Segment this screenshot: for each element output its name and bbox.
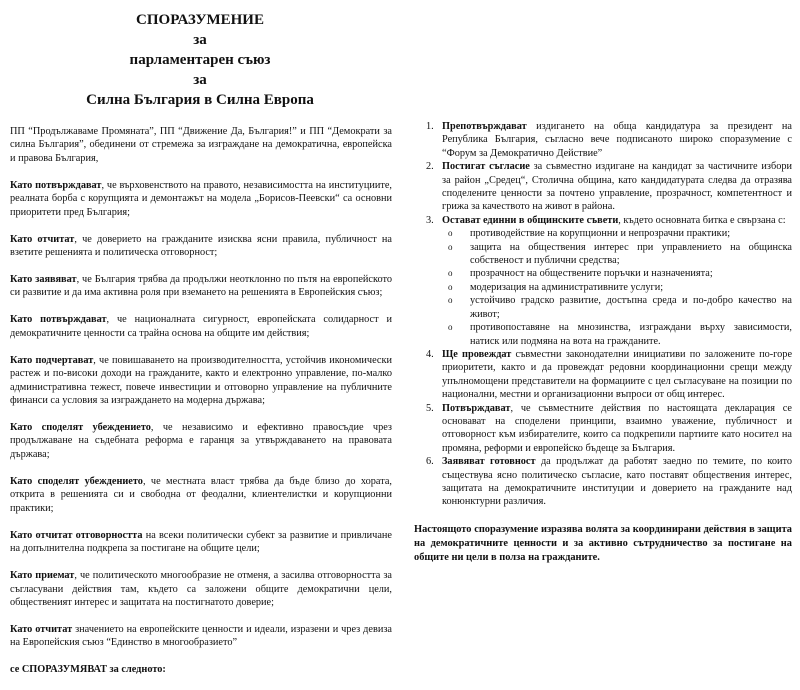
preamble-clause [10,233,392,260]
agreement-item [414,120,792,160]
agreement-item [414,402,792,456]
item-number: 5. [426,402,434,414]
item-lead: Заявяват готовност [442,456,536,468]
clause-lead: Като потвърждават [10,179,102,191]
clause-text: значението на европейските ценности и идеали, изразени и чрез девиза на Европейския съюз “Единство в многообразието” [10,623,392,649]
preamble-clause [10,569,392,609]
agreement-item [414,160,792,214]
item-text: да продължат да работят заедно по темите, по които съществува ясно политическо съгласие, като поставят обществения интерес, защитата на демократичните институции и доверието на гражданите над конюнктурни различия. [442,456,792,508]
title-line-for: за [193,32,207,48]
item-lead: Потвърждават [442,402,511,414]
preamble-clause [10,313,392,340]
item-number: 1. [426,121,434,132]
preamble-clause [10,623,392,650]
preamble-clause [10,421,392,461]
title-line-slogan: Силна България в Силна Европа [86,92,314,108]
item-text: издигането на обща кандидатура за президент на Република България, съгласно вече подписаното широко споразумение с “Форум за Демократично Действие” [442,121,792,159]
sub-item [442,281,792,294]
document-title [0,10,400,110]
item-number: 6. [426,456,434,468]
clause-lead: Като заявяват [10,274,77,286]
clause-lead: Като отчитат [10,623,73,635]
sub-item-text: модеризация на административните услуги; [470,281,664,293]
clause-text: , че България трябва да продължи неотклонно по пътя на европейското си развитие и да има активна роля при вземането на решенията в Европейския съюз; [10,274,392,299]
agreement-item [414,455,792,509]
preamble-clause [10,475,392,515]
clause-lead: Като отчитат отговорността [10,529,143,541]
item-lead: Остават единни в общинските съвети [442,214,619,226]
item-lead: Ще провеждат [442,348,512,360]
sub-item [442,241,792,268]
item-text: съвместни законодателни инициативи по заложените по-горе приоритети, както и да провеждат редовни координационни срещи между упълномощени представители на формациите с цел съгласуване на позиции по национални, местни и организационни въпроси от общ интерес. [442,348,793,401]
item-lead: Постигат съгласие [442,161,530,173]
circle-bullet-icon: o [448,268,453,279]
clause-text: , че върховенството на правото, независимостта на институциите, реалната борба с корупцията и демонтажът на модела „Борисов-Пеевски“ са основни приоритети пред България; [10,179,392,218]
sub-item [442,227,792,240]
item-number: 3. [426,214,434,226]
preamble-clause [10,354,392,408]
clause-text: , че политическото многообразие не отменя, а засилва отговорността за съгласувани действия там, където са заложени общите демократични цели, общественият интерес и защитата на постигнатото доверие; [10,570,392,608]
clause-text: , че местната власт трябва да бъде близо до хората, открита в решенията си и свободна от феодални, клиентелистки и корупционни практики; [10,475,392,514]
clause-text: , че доверието на гражданите изисква ясни правила, публичност на взетите решенията и политическа отговорност; [10,233,392,259]
clause-lead: Като отчитат [10,233,75,245]
circle-bullet-icon: o [448,241,453,252]
agreement-column [414,120,792,575]
agreement-list [414,120,792,509]
sub-item [442,321,792,348]
preamble-intro: ПП “Продължаваме Промяната”, ПП “Движение Да, България!” и ПП “Демократи за силна България”, обединени от стремежа за изграждане на демократична, европейска и правова България, [10,126,392,164]
sub-item-text: прозрачност на обществените поръчки и назначенията; [470,268,713,280]
clause-text: , че независимо и ефективно правосъдие чрез продължаване на съдебната реформа е гаранця за утвърждаването на правовата държава; [10,422,392,460]
closing-statement: Настоящото споразумение изразява волята за координирани действия в защита на демократичните ценности и за активно сътрудничество за постигане на общите ни цели в полза на гражданите. [414,523,792,563]
sub-item [442,294,792,321]
sub-item [442,267,792,280]
preamble-clause [10,529,392,556]
item-text: , където основната битка е свързана с: [618,214,786,226]
clause-lead: Като приемат [10,570,75,582]
clause-lead: Като споделят убеждението [10,422,151,434]
preamble-clause [10,179,392,219]
sub-item-text: защита на обществения интерес при управлението на общинска собственост и публични средства; [470,241,792,267]
title-line-agreement: СПОРАЗУМЕНИЕ [136,12,264,28]
sub-item-text: противопоставяне на мнозинства, изграждани върху зависимости, натиск или подмяна на вота на гражданите. [470,322,792,347]
item-number: 4. [426,348,434,360]
item-number: 2. [426,161,434,173]
item-text: за съвместно издигане на кандидат за частичните избори за район „Средец“, Столична община, като кандидатурата следва да отразява споделените ценности за почтено управление, прозрачност, компетентност и грижа за качеството на живот в района. [442,161,793,213]
clause-lead: Като споделят убеждението [10,475,143,487]
clause-lead: Като потвърждават [10,314,107,326]
clause-text: на всеки политически субект за развитие и привличане на допълнителна подкрепа за постигане на общите цели; [10,529,392,555]
sub-list [442,227,792,348]
clause-lead: Като подчертават [10,354,94,366]
preamble-clause [10,273,392,300]
item-text: , че съвместните действия по настоящата декларация се основават на споделени принципи, взаимно уважение, публичност и отговорност към избирателите, които са подкрепили партиите като носител на промяна, реформи и европейско бъдеще за България. [442,402,792,454]
sub-item-text: устойчиво градско развитие, достъпна среда и по-добро качество на живот; [470,295,792,320]
title-line-for-2: за [193,72,207,88]
agreement-item [414,348,792,402]
clause-text: , че повишаването на производителността, устойчив икономически растеж и по-високи доходи на гражданите, както и електронно управление, по-малко административна тежест, повече инвестиции и отговорно управление на публичните финанси са условия за изграждането на модерна държава; [10,354,392,407]
title-line-union: парламентарен съюз [129,52,271,68]
clause-text: , че националната сигурност, европейската солидарност и демократичните ценности са трайна основа на общите им действия; [10,314,392,339]
circle-bullet-icon: o [448,281,453,292]
preamble-column [10,125,392,690]
sub-item-text: противодействие на корупционни и непрозрачни практики; [470,228,731,240]
circle-bullet-icon: o [448,228,453,239]
item-lead: Препотвърждават [442,121,527,132]
circle-bullet-icon: o [448,295,453,306]
agreement-item [414,214,792,348]
circle-bullet-icon: o [448,322,453,333]
agree-line-text: се СПОРАЗУМЯВАТ за следното: [10,664,166,676]
agree-line [10,663,392,676]
